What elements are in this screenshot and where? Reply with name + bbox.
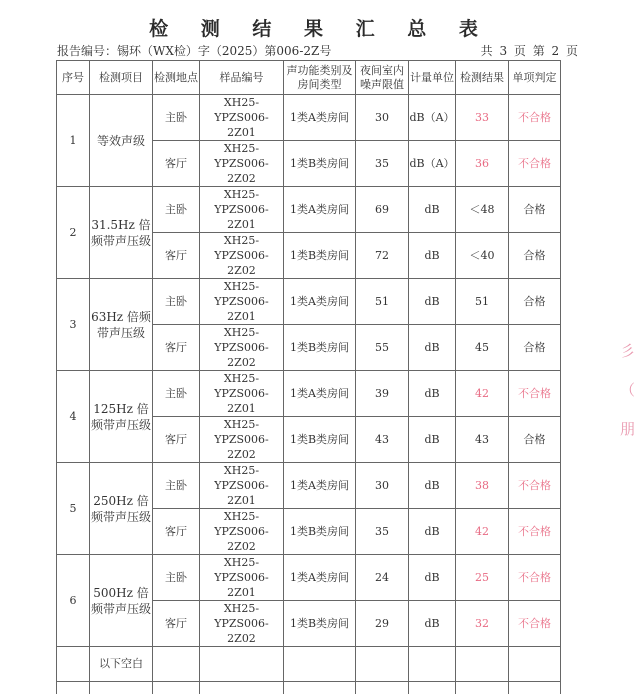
verdict-cell: 不合格	[509, 95, 561, 141]
empty-cell	[57, 647, 90, 682]
unit-cell: dB	[409, 417, 456, 463]
stamp-char: 朋	[620, 418, 640, 439]
empty-cell	[200, 682, 284, 694]
room-type-cell: 1类B类房间	[284, 601, 356, 647]
header-limit: 夜间室内噪声限值	[356, 61, 409, 95]
result-cell: 33	[456, 95, 509, 141]
result-cell: 32	[456, 601, 509, 647]
test-item-cell: 500Hz 倍频带声压级	[90, 555, 153, 647]
header-unit: 计量单位	[409, 61, 456, 95]
unit-cell: dB	[409, 279, 456, 325]
unit-cell: dB	[409, 555, 456, 601]
page-info: 共 3 页 第 2 页	[481, 42, 578, 59]
empty-cell	[57, 682, 90, 694]
serial-no-cell: 3	[57, 279, 90, 371]
room-type-cell: 1类A类房间	[284, 95, 356, 141]
header-row	[57, 61, 561, 95]
test-item-cell: 31.5Hz 倍频带声压级	[90, 187, 153, 279]
header-no: 序号	[57, 61, 90, 95]
result-cell: 42	[456, 371, 509, 417]
header-sample: 样品编号	[200, 61, 284, 95]
verdict-cell: 不合格	[509, 371, 561, 417]
sample-id-cell: XH25-YPZS006-2Z01	[200, 187, 284, 233]
verdict-cell: 不合格	[509, 555, 561, 601]
empty-cell	[409, 682, 456, 694]
empty-cell	[456, 682, 509, 694]
sample-id-cell: XH25-YPZS006-2Z02	[200, 325, 284, 371]
location-cell: 主卧	[153, 371, 200, 417]
room-type-cell: 1类B类房间	[284, 325, 356, 371]
serial-no-cell: 1	[57, 95, 90, 187]
test-item-cell: 125Hz 倍频带声压级	[90, 371, 153, 463]
verdict-cell: 不合格	[509, 463, 561, 509]
room-type-cell: 1类A类房间	[284, 555, 356, 601]
result-cell: ＜40	[456, 233, 509, 279]
result-cell: 38	[456, 463, 509, 509]
empty-cell	[153, 682, 200, 694]
empty-cell	[509, 647, 561, 682]
location-cell: 客厅	[153, 325, 200, 371]
room-type-cell: 1类B类房间	[284, 233, 356, 279]
unit-cell: dB（A）	[409, 141, 456, 187]
sample-id-cell: XH25-YPZS006-2Z02	[200, 601, 284, 647]
unit-cell: dB	[409, 601, 456, 647]
unit-cell: dB	[409, 509, 456, 555]
verdict-cell: 合格	[509, 417, 561, 463]
sample-id-cell: XH25-YPZS006-2Z02	[200, 233, 284, 279]
table-row	[57, 279, 561, 325]
serial-no-cell: 5	[57, 463, 90, 555]
sample-id-cell: XH25-YPZS006-2Z02	[200, 417, 284, 463]
header-room-type: 声功能类别及房间类型	[284, 61, 356, 95]
empty-cell	[456, 647, 509, 682]
limit-cell: 72	[356, 233, 409, 279]
verdict-cell: 合格	[509, 325, 561, 371]
location-cell: 主卧	[153, 463, 200, 509]
empty-cell	[509, 682, 561, 694]
sample-id-cell: XH25-YPZS006-2Z02	[200, 141, 284, 187]
table-row	[57, 555, 561, 601]
limit-cell: 35	[356, 141, 409, 187]
limit-cell: 29	[356, 601, 409, 647]
empty-cell	[284, 682, 356, 694]
unit-cell: dB	[409, 463, 456, 509]
room-type-cell: 1类B类房间	[284, 509, 356, 555]
blank-row	[57, 647, 561, 682]
result-cell: ＜48	[456, 187, 509, 233]
room-type-cell: 1类A类房间	[284, 371, 356, 417]
limit-cell: 24	[356, 555, 409, 601]
table-row	[57, 187, 561, 233]
location-cell: 客厅	[153, 141, 200, 187]
serial-no-cell: 2	[57, 187, 90, 279]
limit-cell: 55	[356, 325, 409, 371]
location-cell: 客厅	[153, 233, 200, 279]
verdict-cell: 不合格	[509, 509, 561, 555]
unit-cell: dB（A）	[409, 95, 456, 141]
report-number: 报告编号：锡环（WX检）字（2025）第006-2Z号	[57, 42, 331, 59]
header-result: 检测结果	[456, 61, 509, 95]
red-seal-stamp	[620, 340, 640, 457]
sample-id-cell: XH25-YPZS006-2Z01	[200, 463, 284, 509]
verdict-cell: 合格	[509, 187, 561, 233]
result-cell: 43	[456, 417, 509, 463]
stamp-char: （	[620, 379, 640, 400]
result-cell: 51	[456, 279, 509, 325]
empty-cell	[409, 647, 456, 682]
room-type-cell: 1类B类房间	[284, 417, 356, 463]
room-type-cell: 1类A类房间	[284, 463, 356, 509]
room-type-cell: 1类A类房间	[284, 279, 356, 325]
sample-id-cell: XH25-YPZS006-2Z01	[200, 555, 284, 601]
location-cell: 主卧	[153, 555, 200, 601]
empty-cell	[356, 682, 409, 694]
verdict-cell: 合格	[509, 279, 561, 325]
sample-id-cell: XH25-YPZS006-2Z01	[200, 95, 284, 141]
location-cell: 主卧	[153, 187, 200, 233]
location-cell: 客厅	[153, 601, 200, 647]
location-cell: 客厅	[153, 509, 200, 555]
unit-cell: dB	[409, 187, 456, 233]
limit-cell: 51	[356, 279, 409, 325]
table-row	[57, 95, 561, 141]
serial-no-cell: 4	[57, 371, 90, 463]
header-verdict: 单项判定	[509, 61, 561, 95]
table-row	[57, 463, 561, 509]
header-item: 检测项目	[90, 61, 153, 95]
blank-note: 以下空白	[90, 647, 153, 682]
empty-cell	[284, 647, 356, 682]
test-item-cell: 63Hz 倍频带声压级	[90, 279, 153, 371]
limit-cell: 39	[356, 371, 409, 417]
limit-cell: 43	[356, 417, 409, 463]
sample-id-cell: XH25-YPZS006-2Z02	[200, 509, 284, 555]
limit-cell: 69	[356, 187, 409, 233]
location-cell: 主卧	[153, 95, 200, 141]
empty-cell	[90, 682, 153, 694]
test-item-cell: 等效声级	[90, 95, 153, 187]
limit-cell: 35	[356, 509, 409, 555]
verdict-cell: 合格	[509, 233, 561, 279]
location-cell: 客厅	[153, 417, 200, 463]
sample-id-cell: XH25-YPZS006-2Z01	[200, 371, 284, 417]
test-item-cell: 250Hz 倍频带声压级	[90, 463, 153, 555]
result-cell: 45	[456, 325, 509, 371]
result-cell: 42	[456, 509, 509, 555]
result-cell: 25	[456, 555, 509, 601]
unit-cell: dB	[409, 325, 456, 371]
location-cell: 主卧	[153, 279, 200, 325]
table-row	[57, 371, 561, 417]
results-table	[56, 60, 561, 694]
empty-cell	[200, 647, 284, 682]
sample-id-cell: XH25-YPZS006-2Z01	[200, 279, 284, 325]
verdict-cell: 不合格	[509, 141, 561, 187]
result-cell: 36	[456, 141, 509, 187]
verdict-cell: 不合格	[509, 601, 561, 647]
serial-no-cell: 6	[57, 555, 90, 647]
empty-cell	[356, 647, 409, 682]
unit-cell: dB	[409, 371, 456, 417]
document-title: 检 测 结 果 汇 总 表	[0, 14, 640, 41]
empty-cell	[153, 647, 200, 682]
table-row	[57, 682, 561, 694]
header-location: 检测地点	[153, 61, 200, 95]
stamp-char: 彡	[620, 340, 640, 361]
room-type-cell: 1类B类房间	[284, 141, 356, 187]
room-type-cell: 1类A类房间	[284, 187, 356, 233]
limit-cell: 30	[356, 463, 409, 509]
limit-cell: 30	[356, 95, 409, 141]
unit-cell: dB	[409, 233, 456, 279]
